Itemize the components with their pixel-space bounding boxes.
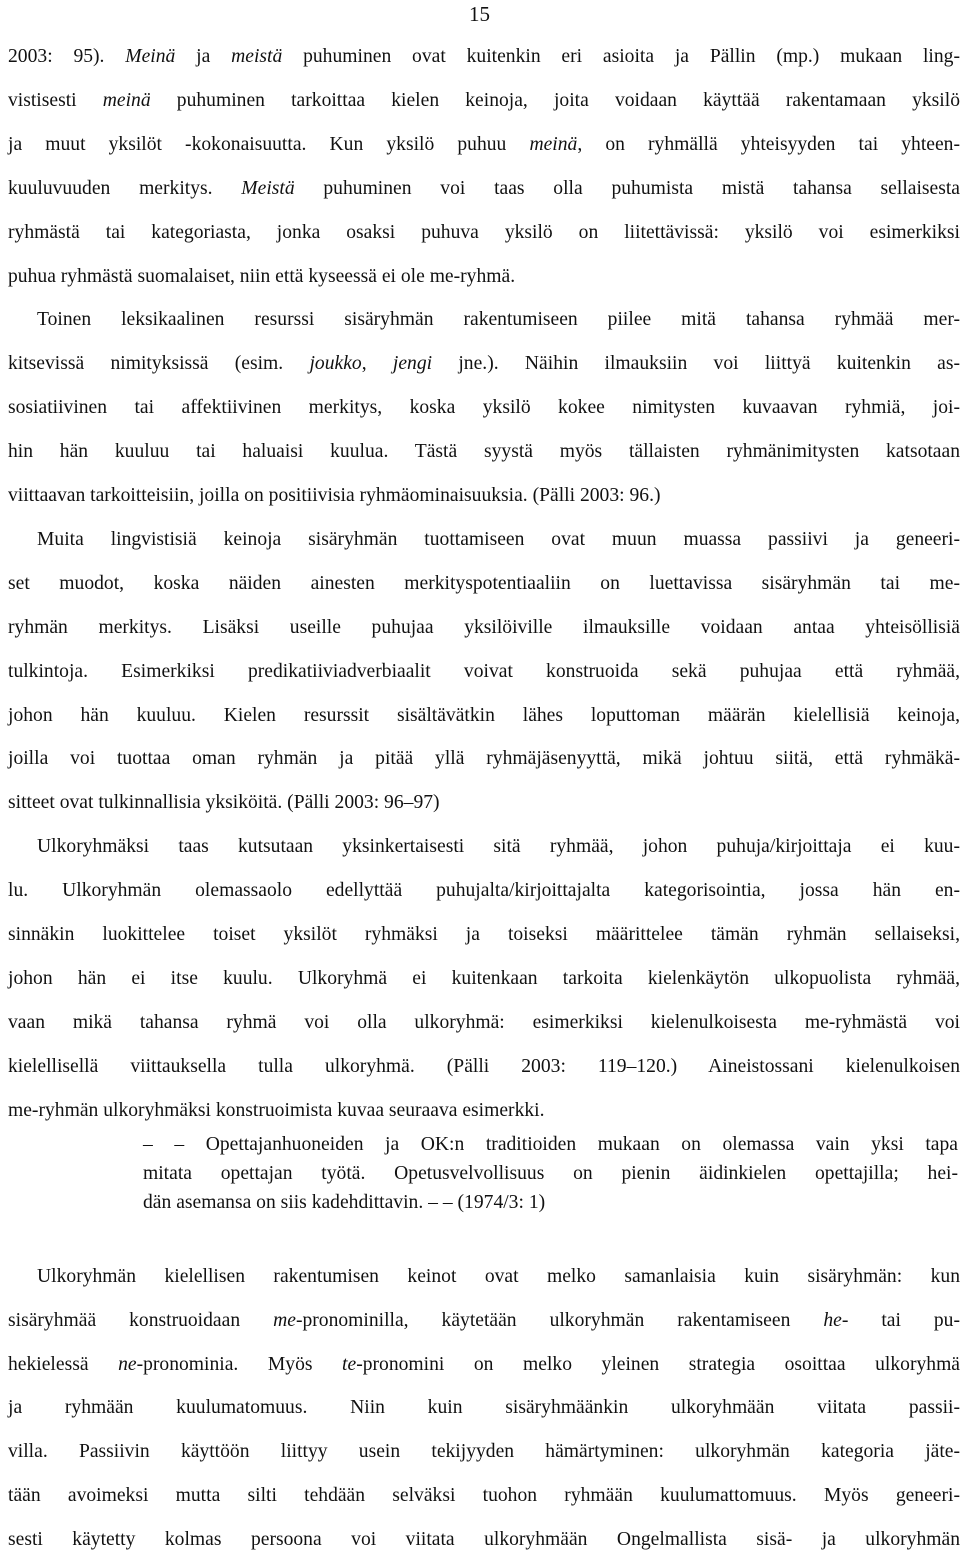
text-line: sosiatiivinen tai affektiivinen merkitys, koska yksilö kokee nimitysten kuvaavan ryhmiä, joi- — [8, 397, 960, 419]
text-line: sesti käytetty kolmas persoona voi viitata ulkoryhmään Ongelmallista sisä- ja ulkoryhmän — [8, 1528, 960, 1550]
quote-line: dän asemansa on siis kadehdittavin. – – (1974/3: 1) — [143, 1192, 546, 1213]
text-line: kuuluvuuden merkitys. Meistä puhuminen voi taas olla puhumista mistä tahansa sellaisesta — [8, 177, 960, 199]
text-line: kielellisellä viittauksella tulla ulkoryhmä. (Pälli 2003: 119–120.) Aineistossani kielenulkoisen — [8, 1055, 960, 1077]
quote-line: – – Opettajanhuoneiden ja OK:n traditioiden mukaan on olemassa vain yksi tapa — [143, 1134, 958, 1155]
text-line: joilla voi tuottaa oman ryhmän ja pitää yllä ryhmäjäsenyyttä, mikä johtuu siitä, että ryhmäkä- — [8, 748, 960, 770]
text-line: puhua ryhmästä suomalaiset, niin että kyseessä ei ole me-ryhmä. — [8, 265, 516, 287]
text-line: ryhmästä tai kategoriasta, jonka osaksi puhuva yksilö on liitettävissä: yksilö voi esimerkiksi — [8, 221, 960, 243]
text-line: 2003: 95). Meinä ja meistä puhuminen ovat kuitenkin eri asioita ja Pällin (mp.) mukaan ling- — [8, 46, 960, 67]
text-line: vaan mikä tahansa ryhmä voi olla ulkoryhmä: esimerkiksi kielenulkoisesta me-ryhmästä voi — [8, 1011, 960, 1033]
text-line: tään avoimeksi mutta silti tehdään selväksi tuohon ryhmään kuulumattomuus. Myös geneeri- — [8, 1485, 960, 1506]
text-line: kitsevissä nimityksissä (esim. joukko, jengi jne.). Näihin ilmauksiin voi liittyä kuitenkin as- — [8, 353, 960, 375]
text-line: johon hän kuuluu. Kielen resurssit sisältävätkin lähes loputtoman määrän kielellisiä keinoja, — [8, 704, 960, 726]
text-line: hekielessä ne-pronominia. Myös te-pronomini on melko yleinen strategia osoittaa ulkoryhmä — [8, 1353, 960, 1375]
text-line: set muodot, koska näiden ainesten merkityspotentiaaliin on luettavissa sisäryhmän tai me- — [8, 572, 960, 594]
text-line: tulkintoja. Esimerkiksi predikatiiviadverbiaalit voivat konstruoida sekä puhujaa että ryhmää, — [8, 660, 960, 682]
text-line: ja muut yksilöt -kokonaisuutta. Kun yksilö puhuu meinä, on ryhmällä yhteisyyden tai yhteen- — [8, 133, 960, 155]
text-line: Ulkoryhmän kielellisen rakentumisen keinot ovat melko samanlaisia kuin sisäryhmän: kun — [37, 1266, 960, 1287]
page-number: 15 — [469, 2, 490, 26]
quote-line: mitata opettajan työtä. Opetusvelvollisuus on pienin äidinkielen opettajilla; hei- — [143, 1163, 958, 1184]
text-line: ryhmän merkitys. Lisäksi useille puhujaa yksilöiville ilmauksille voidaan antaa yhteisöllisiä — [8, 616, 960, 638]
text-line: sisäryhmää konstruoidaan me-pronominilla, käytetään ulkoryhmän rakentamiseen he- tai pu- — [8, 1309, 960, 1331]
text-line: villa. Passiivin käyttöön liittyy usein tekijyyden hämärtyminen: ulkoryhmän kategoria jäte- — [8, 1441, 960, 1463]
text-line: Ulkoryhmäksi taas kutsutaan yksinkertaisesti sitä ryhmää, johon puhuja/kirjoittaja ei kuu- — [37, 836, 960, 858]
text-line: hin hän kuuluu tai haluaisi kuulua. Tästä syystä myös tällaisten ryhmänimitysten katsotaan — [8, 441, 960, 463]
text-line: johon hän ei itse kuulu. Ulkoryhmä ei kuitenkaan tarkoita kielenkäytön ulkopuolista ryhmää, — [8, 967, 960, 989]
text-line: vistisesti meinä puhuminen tarkoittaa kielen keinoja, joita voidaan käyttää rakentamaan yksilö — [8, 89, 960, 111]
text-line: Toinen leksikaalinen resurssi sisäryhmän rakentumiseen piilee mitä tahansa ryhmää mer- — [37, 309, 960, 331]
text-line: viittaavan tarkoitteisiin, joilla on positiivisia ryhmäominaisuuksia. (Pälli 2003: 96.) — [8, 485, 661, 506]
text-line: Muita lingvistisiä keinoja sisäryhmän tuottamiseen ovat muun muassa passiivi ja geneeri- — [37, 528, 960, 550]
text-line: sitteet ovat tulkinnallisia yksiköitä. (Pälli 2003: 96–97) — [8, 792, 440, 814]
text-line: me-ryhmän ulkoryhmäksi konstruoimista kuvaa seuraava esimerkki. — [8, 1099, 545, 1121]
text-line: sinnäkin luokittelee toiset yksilöt ryhmäksi ja toiseksi määrittelee tämän ryhmän sellaiseksi, — [8, 924, 960, 945]
text-line: lu. Ulkoryhmän olemassaolo edellyttää puhujalta/kirjoittajalta kategorisointia, jossa hän en- — [8, 880, 960, 902]
text-line: ja ryhmään kuulumatomuus. Niin kuin sisäryhmäänkin ulkoryhmään viitata passii- — [8, 1397, 960, 1419]
